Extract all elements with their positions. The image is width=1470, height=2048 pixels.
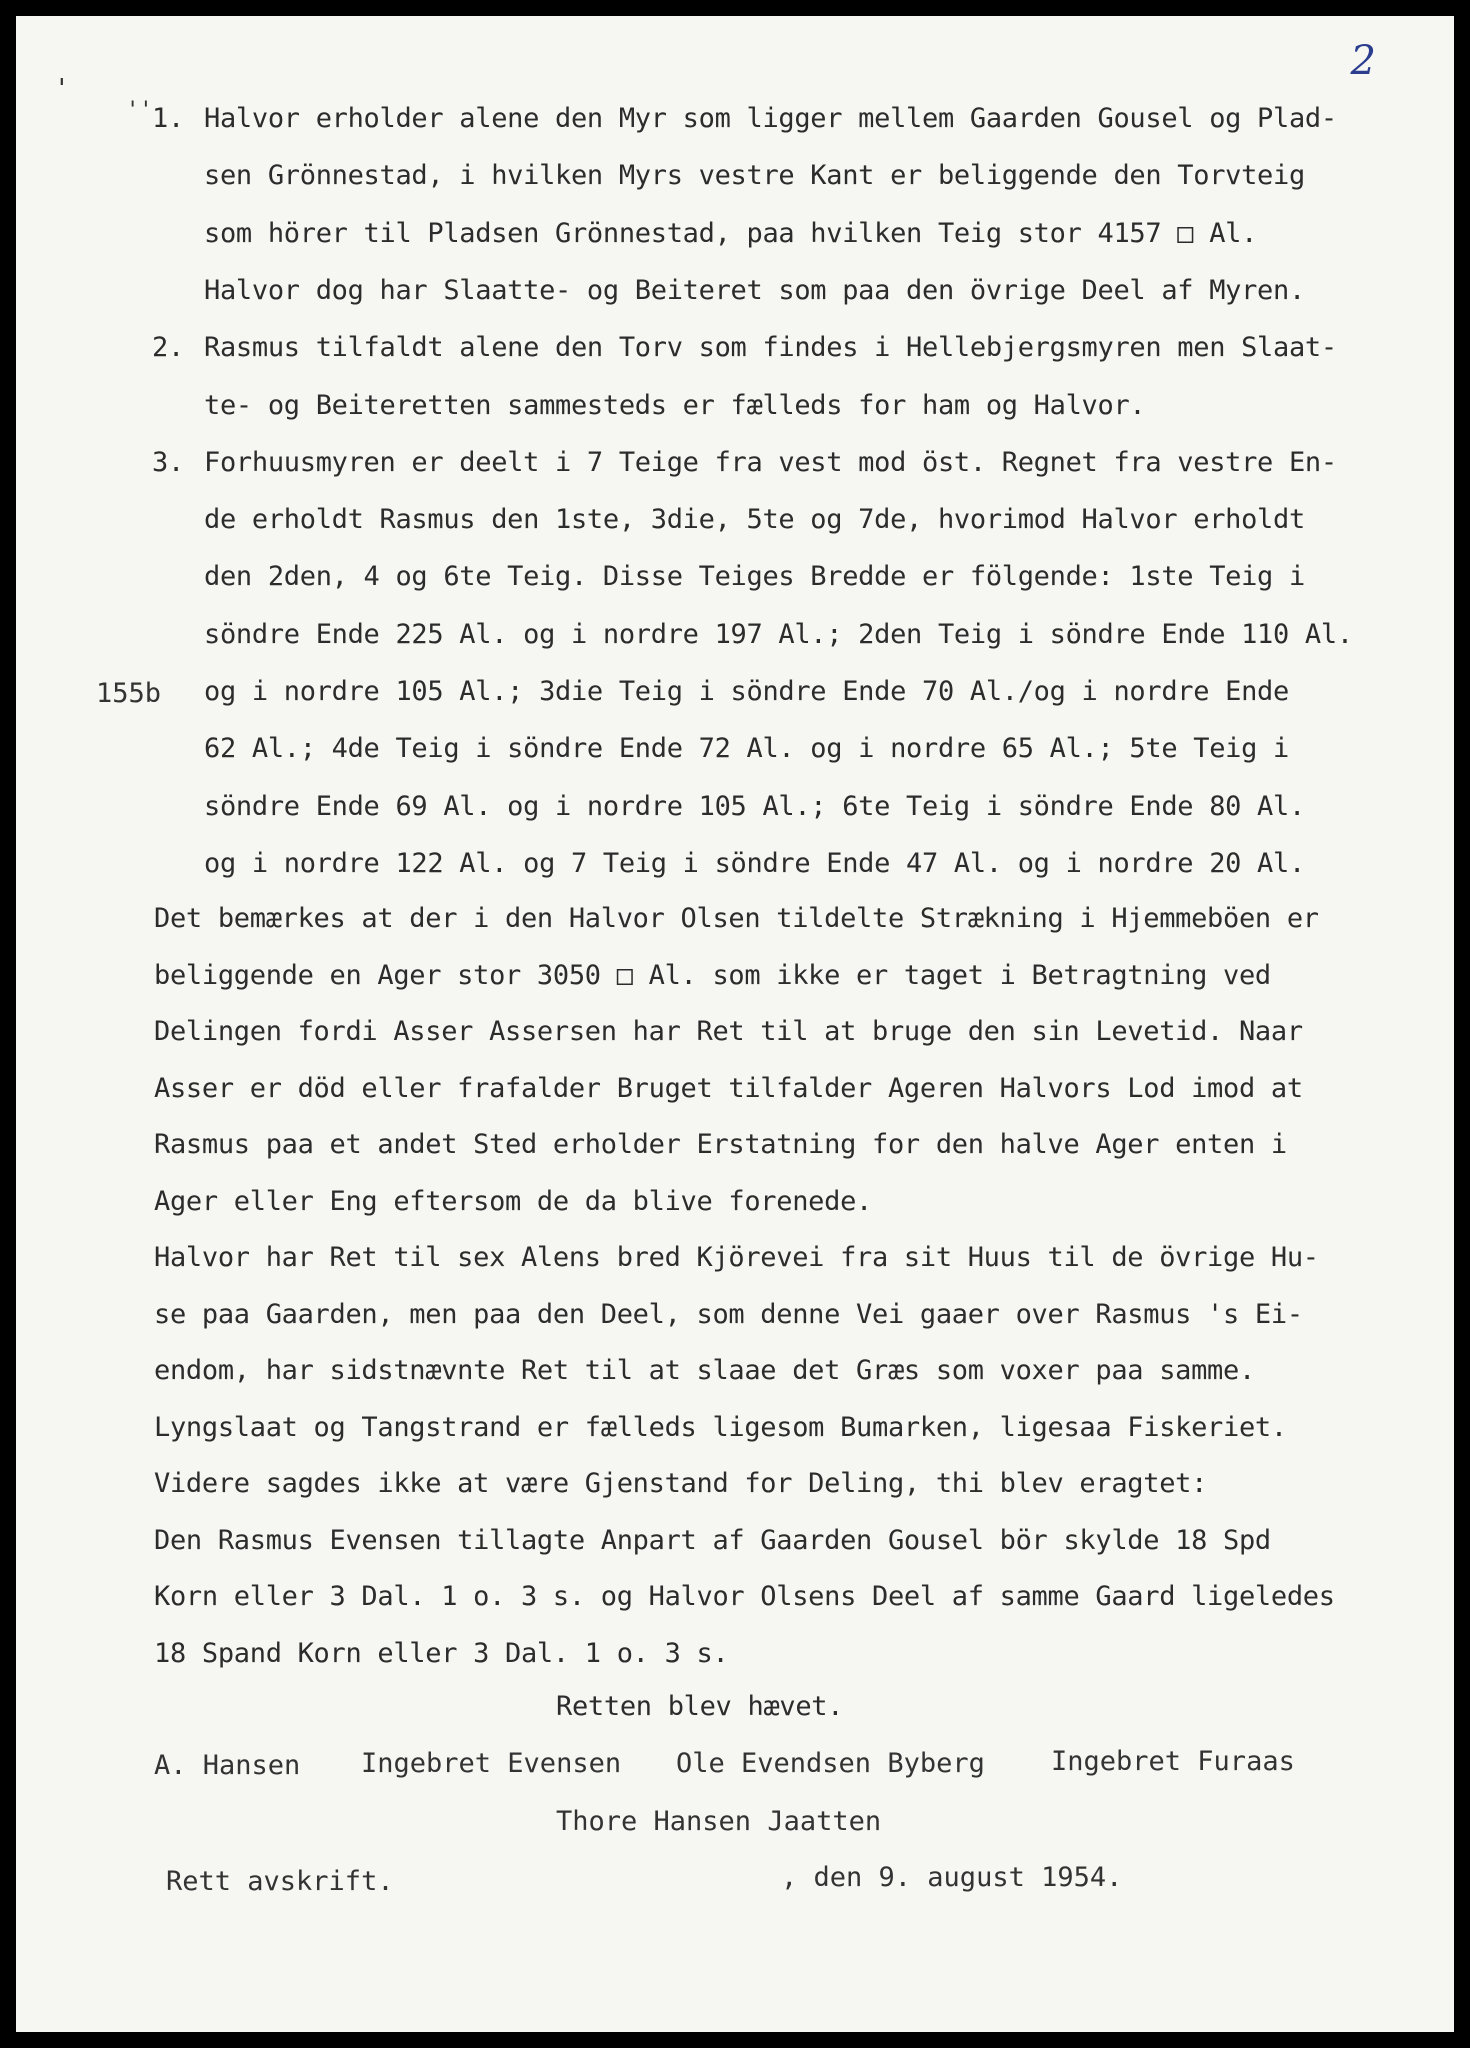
signature-1: A. Hansen [154, 1750, 301, 1781]
paragraph-line: de erholdt Rasmus den 1ste, 3die, 5te og 7de, hvorimod Halvor erholdt [204, 504, 1305, 535]
paragraph-number: 3. [152, 447, 184, 478]
paragraph-line: Forhuusmyren er deelt i 7 Teige fra vest mod öst. Regnet fra vestre En- [204, 447, 1337, 478]
body-line: Videre sagdes ikke at være Gjenstand for Deling, thi blev eragtet: [154, 1468, 1208, 1499]
paragraph-line: og i nordre 122 Al. og 7 Teig i söndre Ende 47 Al. og i nordre 20 Al. [204, 848, 1305, 879]
body-line: endom, har sidstnævnte Ret til at slaae det Græs som voxer paa samme. [154, 1355, 1255, 1386]
body-line: Halvor har Ret til sex Alens bred Kjörevei fra sit Huus til de övrige Hu- [154, 1242, 1319, 1273]
margin-mark: ' [54, 74, 70, 104]
body-line: se paa Gaarden, men paa den Deel, som denne Vei gaaer over Rasmus 's Ei- [154, 1299, 1303, 1330]
paragraph-number: 2. [152, 332, 184, 363]
paragraph-line: söndre Ende 225 Al. og i nordre 197 Al.; 2den Teig i söndre Ende 110 Al. [204, 619, 1353, 650]
paragraph-line: söndre Ende 69 Al. og i nordre 105 Al.; 6te Teig i söndre Ende 80 Al. [204, 791, 1305, 822]
body-line: Den Rasmus Evensen tillagte Anpart af Gaarden Gousel bör skylde 18 Spd [154, 1525, 1271, 1556]
closing-line: Retten blev hævet. [556, 1691, 844, 1722]
signature-4: Ingebret Furaas [1051, 1746, 1295, 1777]
paragraph-line: sen Grönnestad, i hvilken Myrs vestre Kant er beliggende den Torvteig [204, 160, 1305, 191]
footer-left: Rett avskrift. [166, 1866, 394, 1897]
body-line: Delingen fordi Asser Assersen har Ret til at bruge den sin Levetid. Naar [154, 1016, 1303, 1047]
signature-5: Thore Hansen Jaatten [556, 1806, 882, 1837]
paragraph-line: den 2den, 4 og 6te Teig. Disse Teiges Bredde er fölgende: 1ste Teig i [204, 561, 1305, 592]
paragraph-line: som hörer til Pladsen Grönnestad, paa hvilken Teig stor 4157 □ Al. [204, 218, 1258, 249]
body-line: Lyngslaat og Tangstrand er fælleds ligesom Bumarken, ligesaa Fiskeriet. [154, 1412, 1287, 1443]
page-number: 2 [1350, 38, 1376, 84]
margin-note: 155b [96, 678, 162, 709]
paragraph-line: Halvor erholder alene den Myr som ligger mellem Gaarden Gousel og Plad- [204, 103, 1337, 134]
signature-3: Ole Evendsen Byberg [676, 1748, 985, 1779]
body-line: Rasmus paa et andet Sted erholder Erstatning for den halve Ager enten i [154, 1129, 1287, 1160]
paragraph-line: 62 Al.; 4de Teig i söndre Ende 72 Al. og i nordre 65 Al.; 5te Teig i [204, 733, 1289, 764]
signature-2: Ingebret Evensen [361, 1748, 622, 1779]
body-line: Korn eller 3 Dal. 1 o. 3 s. og Halvor Olsens Deel af samme Gaard ligeledes [154, 1581, 1335, 1612]
body-line: Det bemærkes at der i den Halvor Olsen tildelte Strækning i Hjemmeböen er [154, 903, 1319, 934]
quote-mark: '' [126, 98, 153, 123]
paragraph-line: te- og Beiteretten sammesteds er fælleds for ham og Halvor. [204, 390, 1146, 421]
paragraph-line: Halvor dog har Slaatte- og Beiteret som paa den övrige Deel af Myren. [204, 275, 1305, 306]
paragraph-number: 1. [152, 103, 184, 134]
footer-right: , den 9. august 1954. [781, 1862, 1123, 1893]
body-line: Ager eller Eng eftersom de da blive forenede. [154, 1186, 872, 1217]
body-line: beliggende en Ager stor 3050 □ Al. som ikke er taget i Betragtning ved [154, 960, 1271, 991]
paragraph-line: og i nordre 105 Al.; 3die Teig i söndre Ende 70 Al./og i nordre Ende [204, 676, 1289, 707]
document-page [16, 16, 1454, 2032]
paragraph-line: Rasmus tilfaldt alene den Torv som findes i Hellebjergsmyren men Slaat- [204, 332, 1337, 363]
body-line: Asser er död eller frafalder Bruget tilfalder Ageren Halvors Lod imod at [154, 1073, 1303, 1104]
body-line: 18 Spand Korn eller 3 Dal. 1 o. 3 s. [154, 1638, 729, 1669]
